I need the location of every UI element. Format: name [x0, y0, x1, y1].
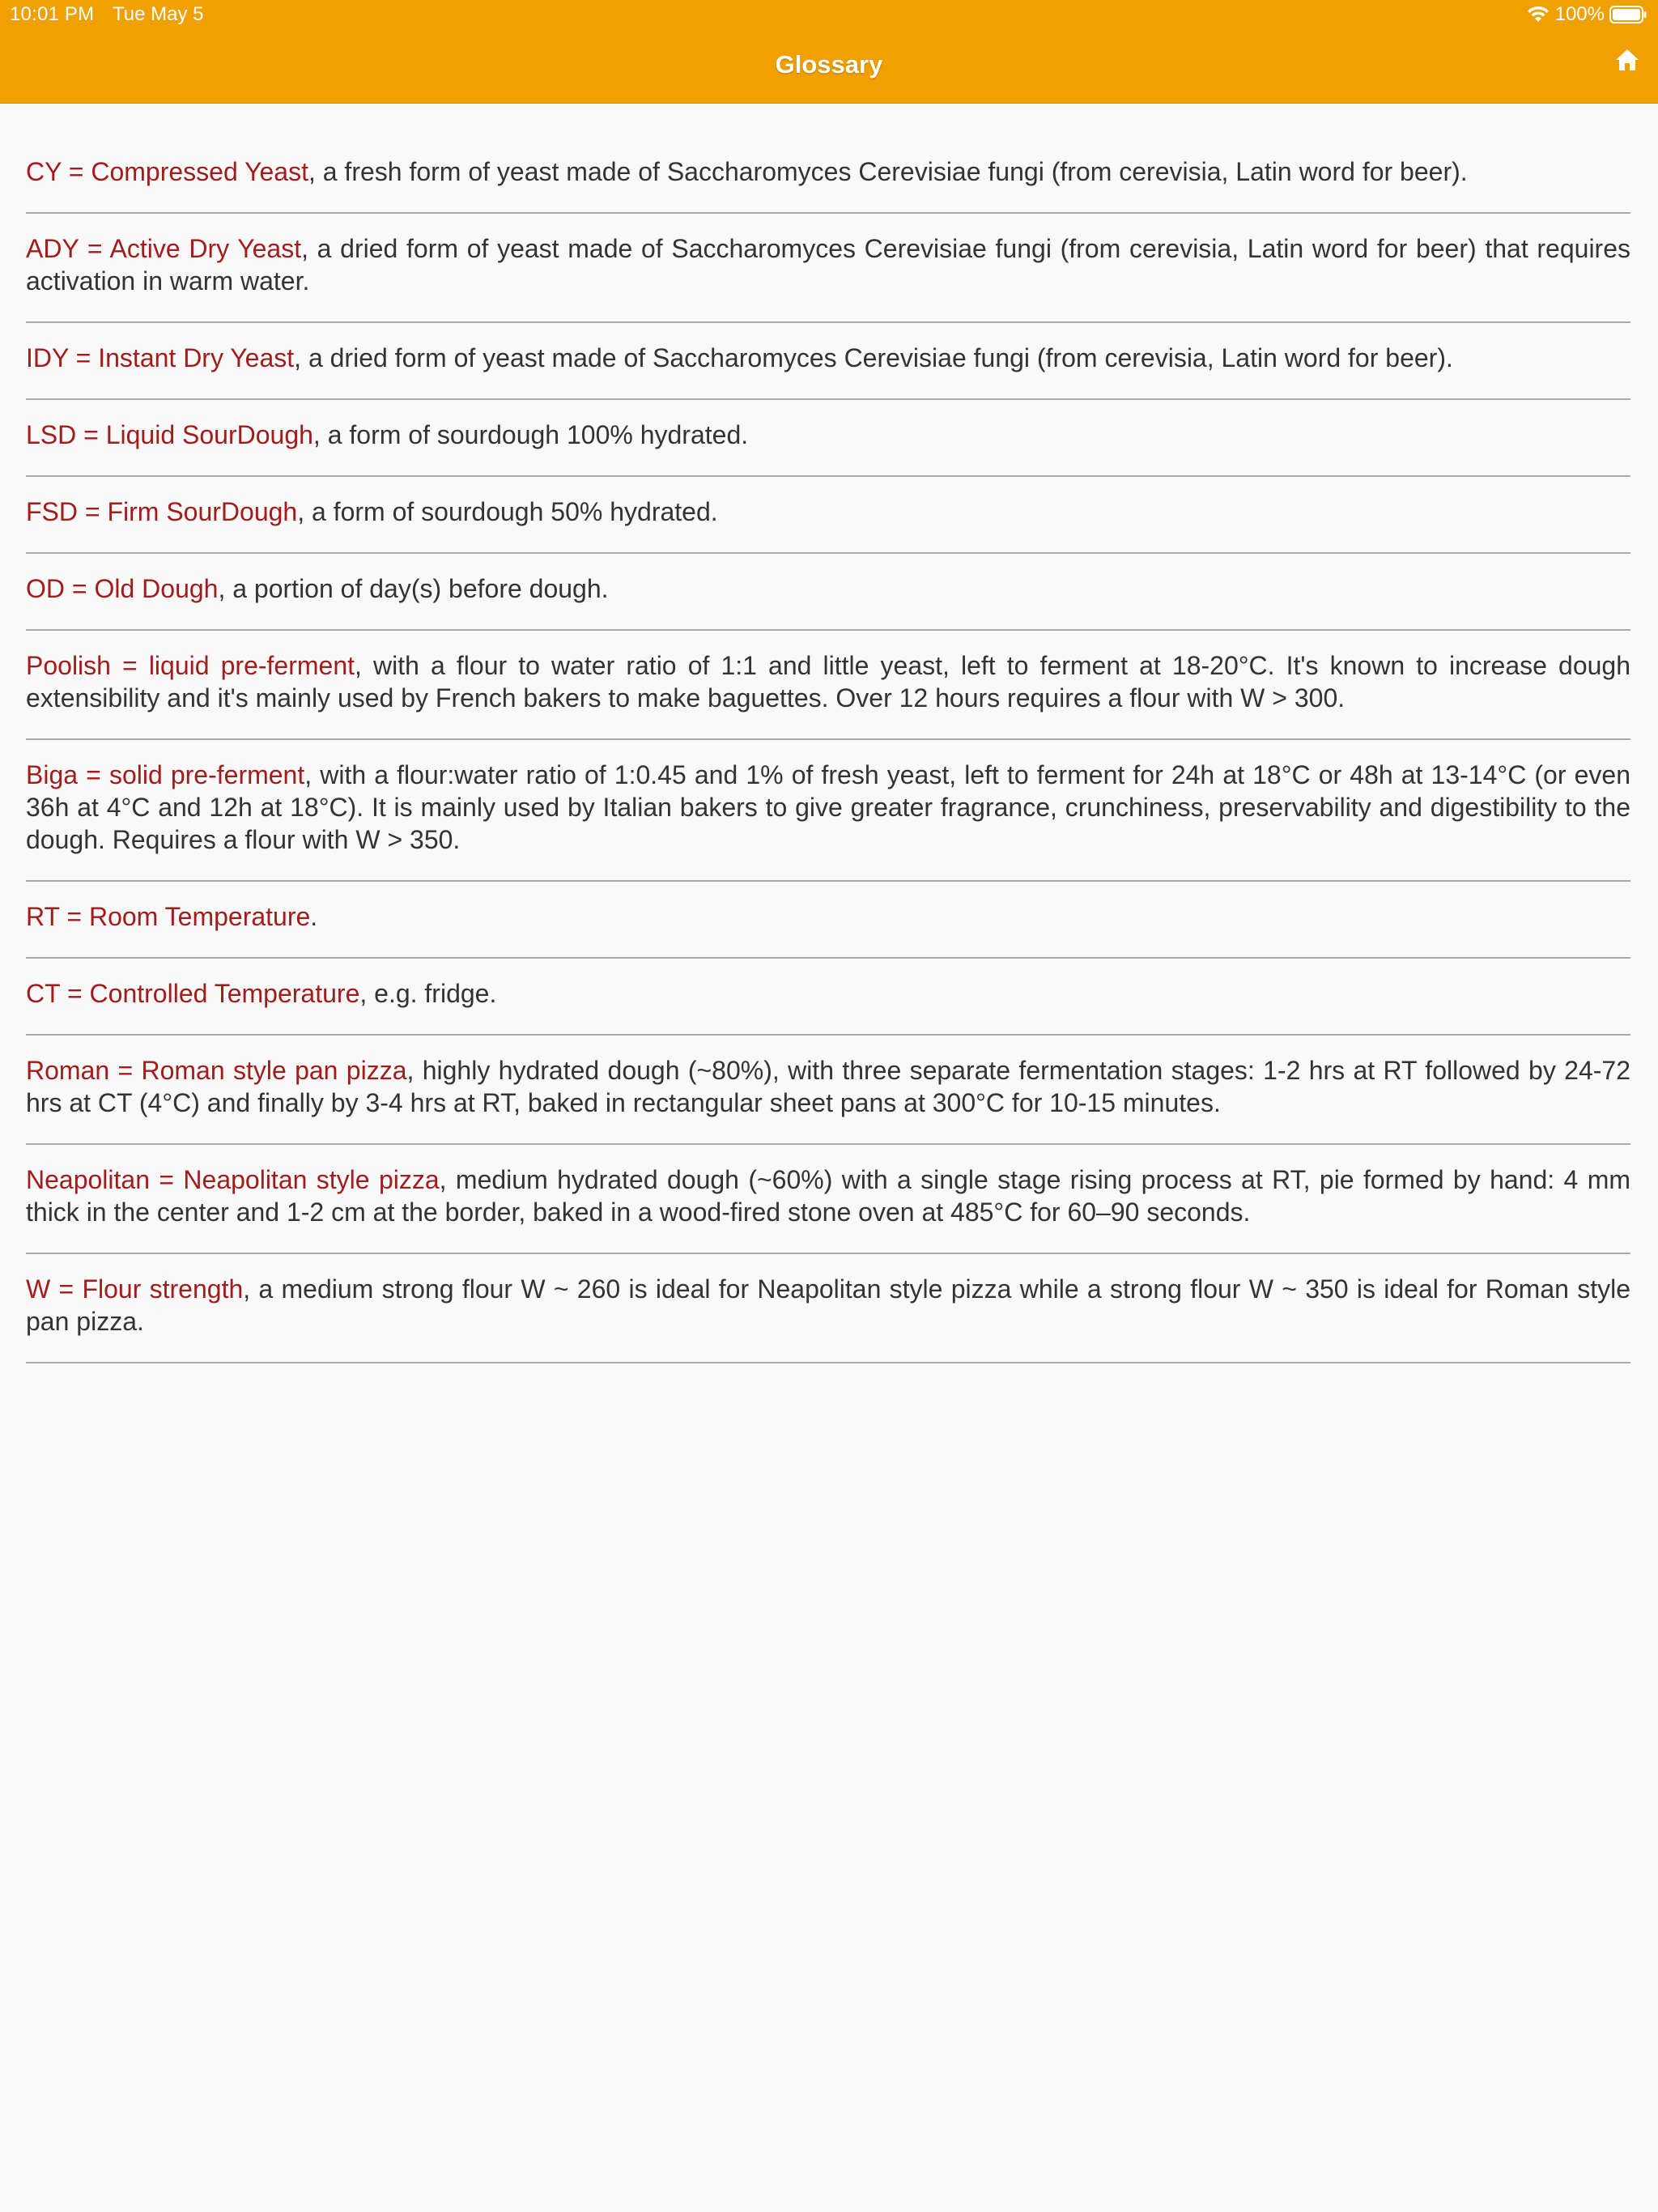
battery-percentage: 100%: [1554, 3, 1605, 25]
glossary-list: [26, 138, 1630, 1363]
glossary-entry-w: [26, 1254, 1630, 1363]
glossary-term: Roman = Roman style pan pizza: [26, 1056, 407, 1085]
glossary-description: , a form of sourdough 100% hydrated.: [312, 420, 749, 449]
glossary-description: , a form of sourdough 50% hydrated.: [297, 497, 718, 526]
glossary-description: , a portion of day(s) before dough.: [218, 574, 609, 603]
glossary-term: Poolish = liquid pre-ferment: [26, 651, 355, 680]
glossary-entry-rt: [26, 882, 1630, 959]
glossary-entry-biga: [26, 740, 1630, 882]
status-date: Tue May 5: [113, 3, 204, 25]
glossary-description: , a medium strong flour W ~ 260 is ideal for Neapolitan style pizza while a strong flour W ~ 350 is ideal for Roman style pan pizza.: [26, 1274, 1631, 1336]
glossary-description: , highly hydrated dough (~80%), with three separate fermentation stages: 1-2 hrs at RT followed by 24-72 hrs at CT (4°C) and finally by 3-4 hrs at RT, baked in rectangular sheet pans at 300°C for 10-15 minutes.: [26, 1056, 1631, 1117]
glossary-description: , with a flour:water ratio of 1:0.45 and 1% of fresh yeast, left to ferment for 24h at 18°C or 48h at 13-14°C (or even 36h at 4°C and 12h at 18°C). It is mainly used by Italian bakers to give greater fragrance, crunchiness, preservability and digestibility to the dough. Requires a flour with W > 350.: [26, 760, 1631, 854]
glossary-entry-ct: [26, 959, 1630, 1036]
home-icon: [1614, 47, 1640, 73]
glossary-entry-fsd: [26, 477, 1630, 554]
glossary-description: , e.g. fridge.: [359, 979, 497, 1008]
glossary-description: , medium hydrated dough (~60%) with a single stage rising process at RT, pie formed by hand: 4 mm thick in the center and 1-2 cm at the border, baked in a wood-fired stone oven at 485°C for 60–90 seconds.: [26, 1165, 1631, 1227]
status-indicators: [1526, 3, 1647, 26]
glossary-term: CY = Compressed Yeast: [26, 157, 308, 186]
glossary-entry-neapolitan: [26, 1145, 1630, 1254]
battery-icon: [1609, 6, 1647, 23]
glossary-description: , with a flour to water ratio of 1:1 and little yeast, left to ferment at 18-20°C. It's known to increase dough extensibility and it's mainly used by French bakers to make baguettes. Over 12 hours requires a flour with W > 300.: [26, 651, 1631, 713]
glossary-term: LSD = Liquid SourDough: [26, 420, 313, 449]
glossary-term: Neapolitan = Neapolitan style pizza: [26, 1165, 440, 1194]
glossary-term: ADY = Active Dry Yeast: [26, 234, 302, 263]
glossary-term: W = Flour strength: [26, 1274, 244, 1304]
glossary-entry-roman: [26, 1036, 1630, 1145]
glossary-term: CT = Controlled Temperature: [26, 979, 360, 1008]
home-button[interactable]: [1611, 44, 1643, 76]
glossary-entry-poolish: [26, 631, 1630, 740]
glossary-term: OD = Old Dough: [26, 574, 219, 603]
glossary-description: , a dried form of yeast made of Saccharomyces Cerevisiae fungi (from cerevisia, Latin word for beer) that requires activation in warm water.: [26, 234, 1631, 296]
wifi-icon: [1526, 6, 1550, 23]
glossary-entry-lsd: [26, 400, 1630, 477]
glossary-term: IDY = Instant Dry Yeast: [26, 343, 295, 372]
glossary-entry-idy: [26, 323, 1630, 400]
status-time: 10:01 PM: [10, 3, 95, 25]
glossary-description: .: [310, 902, 318, 931]
glossary-term: FSD = Firm SourDough: [26, 497, 298, 526]
glossary-description: , a dried form of yeast made of Saccharomyces Cerevisiae fungi (from cerevisia, Latin word for beer).: [294, 343, 1453, 372]
glossary-entry-ady: [26, 214, 1630, 323]
glossary-term: RT = Room Temperature: [26, 902, 311, 931]
page-title: Glossary: [775, 50, 883, 79]
glossary-description: , a fresh form of yeast made of Saccharomyces Cerevisiae fungi (from cerevisia, Latin word for beer).: [308, 157, 1468, 186]
navigation-header: [0, 0, 1658, 104]
glossary-entry-cy: [26, 138, 1630, 214]
glossary-term: Biga = solid pre-ferment: [26, 760, 305, 789]
glossary-entry-od: [26, 554, 1630, 631]
